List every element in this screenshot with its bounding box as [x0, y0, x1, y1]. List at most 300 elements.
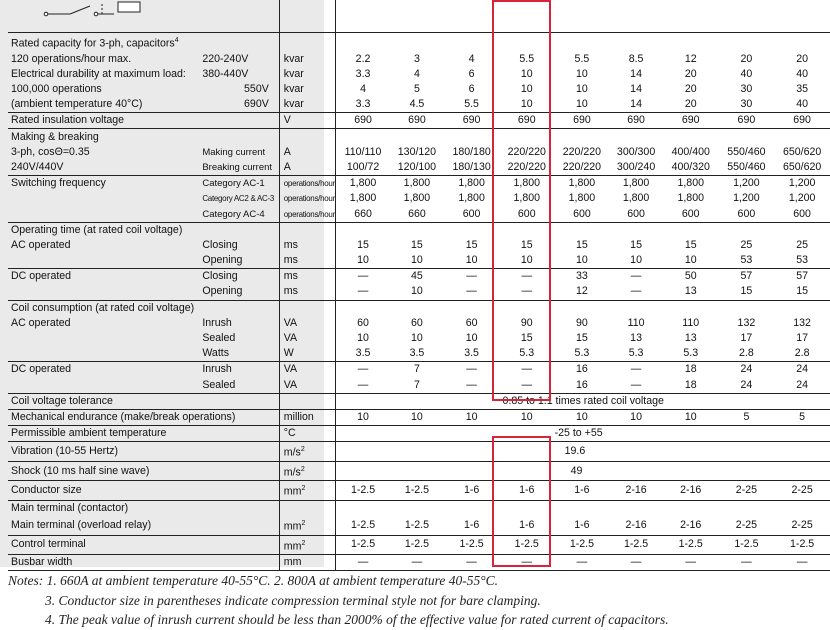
value-cell: 14 — [630, 98, 642, 111]
value-cell: — — [336, 555, 390, 571]
value-cell: 690 — [390, 113, 445, 129]
value-cell: 2-16 — [609, 481, 663, 501]
value-cell: 600 — [517, 207, 536, 220]
unit-cell: kvar — [279, 82, 336, 97]
unit-cell: kvar — [279, 97, 336, 113]
value-cell: 132 — [737, 316, 756, 329]
value-cell: — — [444, 555, 499, 571]
value-cell: 20 — [684, 67, 697, 80]
value-cell: 10 — [390, 409, 445, 425]
value-cell: 10 — [357, 254, 369, 267]
value-cell: 1,800 — [555, 176, 610, 192]
table-row — [8, 52, 830, 67]
value-cell: 1,200 — [733, 192, 760, 205]
row-label: Control terminal — [8, 535, 279, 555]
value-cell: 10 — [576, 254, 588, 267]
value-cell: 3 — [413, 52, 420, 65]
span-value: 19.6 — [555, 442, 663, 462]
table-row — [8, 426, 830, 442]
unit-cell: V — [279, 113, 336, 129]
value-cell: 17 — [796, 332, 809, 344]
value-cell: 690 — [336, 113, 390, 129]
value-cell: 1-6 — [555, 481, 610, 501]
value-cell: 10 — [555, 409, 610, 425]
row-sublabel: Breaking current — [202, 161, 273, 173]
value-cell: 110/110 — [344, 145, 382, 158]
unit-cell: ms — [279, 269, 336, 285]
value-cell: 1,800 — [349, 192, 377, 205]
table-row — [8, 300, 830, 316]
value-cell: 690 — [774, 113, 830, 129]
row-sublabel: 550V — [244, 83, 269, 95]
row-label: Operating time (at rated coil voltage) — [8, 222, 279, 238]
value-cell: 220/220 — [507, 160, 546, 173]
value-cell: 60 — [465, 316, 478, 329]
value-cell: 600 — [793, 207, 811, 220]
value-cell: 25 — [796, 238, 809, 251]
value-cell: — — [466, 378, 477, 391]
value-cell: 2-25 — [791, 518, 813, 531]
row-sublabel: Making current — [202, 146, 266, 158]
row-sublabel: Category AC-1 — [200, 176, 279, 192]
value-cell: 3.5 — [409, 347, 425, 360]
value-cell: 40 — [796, 98, 809, 111]
unit-cell: kvar — [279, 52, 336, 67]
value-cell: 1,200 — [719, 176, 775, 192]
unit-cell: operations/hour — [279, 206, 336, 222]
value-cell: 600 — [681, 207, 700, 220]
value-cell: 24 — [774, 362, 830, 378]
value-cell: 2-16 — [663, 481, 719, 501]
row-sublabel: Closing — [202, 238, 238, 251]
value-cell: 2.8 — [794, 347, 810, 360]
unit-cell: W — [279, 346, 336, 362]
unit-cell: mm — [283, 520, 302, 533]
value-cell: 14 — [630, 83, 642, 95]
value-cell: 690 — [444, 113, 499, 129]
value-cell: 1-6 — [499, 481, 555, 501]
value-cell: 24 — [719, 362, 775, 378]
value-cell: 8.5 — [628, 52, 644, 65]
value-cell: 550/460 — [727, 160, 766, 173]
row-label: Vibration (10-55 Hertz) — [8, 442, 279, 462]
value-cell: 3.3 — [355, 98, 371, 111]
row-label: 100,000 operations — [11, 83, 102, 95]
unit-cell: VA — [279, 316, 336, 331]
value-cell: 10 — [520, 67, 533, 80]
value-cell: 15 — [796, 285, 809, 298]
value-cell: 10 — [520, 98, 533, 111]
row-label: 3-ph, cosΘ=0.35 — [11, 145, 90, 158]
row-label: DC operated — [8, 269, 200, 285]
value-cell: 15 — [576, 332, 588, 344]
value-cell: 1,800 — [336, 176, 390, 192]
value-cell: 400/320 — [671, 160, 710, 173]
value-cell: 20 — [684, 98, 697, 111]
table-row — [8, 461, 830, 481]
unit-cell: operations/hour — [279, 191, 336, 206]
value-cell: 3.5 — [355, 347, 371, 360]
unit-cell: °C — [279, 426, 336, 442]
value-cell: 7 — [413, 378, 420, 391]
row-label: 240V/440V — [11, 160, 64, 173]
table-row — [8, 500, 830, 516]
table-row — [8, 393, 830, 409]
value-cell: 35 — [796, 83, 809, 95]
table-row — [8, 346, 830, 362]
note-line-3: 3. Conductor size in parentheses indicate compression terminal style not for bare clamping. — [45, 592, 541, 608]
value-cell: 53 — [740, 254, 753, 267]
span-value: -25 to +55 — [555, 426, 663, 442]
unit-cell: ms — [279, 238, 336, 253]
row-sublabel: 690V — [244, 98, 269, 111]
row-sublabel: 220-240V — [202, 52, 249, 65]
unit-exponent: 2 — [301, 539, 306, 547]
span-value: 0.85 to 1.1 times rated coil voltage — [336, 393, 830, 409]
value-cell: 90 — [520, 316, 533, 329]
value-cell: 1-2.5 — [444, 535, 499, 555]
table-row — [8, 269, 830, 285]
row-label: Electrical durability at maximum load: — [11, 67, 186, 80]
table-row — [8, 145, 830, 160]
value-cell: 13 — [684, 332, 697, 344]
value-cell: 5 — [774, 409, 830, 425]
value-cell: 120/100 — [397, 160, 437, 173]
row-label: Mechanical endurance (make/break operations) — [8, 409, 279, 425]
value-cell: 18 — [684, 378, 697, 391]
value-cell: 1-6 — [463, 518, 480, 531]
row-label: DC operated — [8, 362, 200, 378]
value-cell: — — [499, 362, 555, 378]
value-cell: 15 — [684, 238, 697, 251]
value-cell: 5 — [719, 409, 775, 425]
row-label: Busbar width — [8, 555, 279, 571]
row-label: Rated insulation voltage — [8, 113, 279, 129]
value-cell: 1,800 — [677, 192, 704, 205]
row-label: (ambient temperature 40°C) — [11, 98, 143, 111]
value-cell: 2.2 — [355, 52, 371, 65]
value-cell: 15 — [520, 332, 533, 344]
value-cell: 690 — [663, 113, 719, 129]
spec-table — [8, 0, 830, 571]
value-cell: 600 — [737, 207, 756, 220]
unit-exponent: 2 — [301, 485, 306, 493]
value-cell: 10 — [444, 409, 499, 425]
value-cell: 4 — [360, 83, 366, 95]
unit-cell: operations/hour — [279, 176, 336, 192]
value-cell: — — [499, 555, 555, 571]
row-sublabel: 380-440V — [202, 67, 249, 80]
value-cell: 660 — [354, 207, 372, 220]
table-row — [8, 113, 830, 129]
row-sublabel: Category AC-4 — [202, 208, 265, 220]
unit-cell: VA — [279, 377, 336, 393]
value-cell: 4 — [413, 67, 420, 80]
value-cell: 1-6 — [444, 481, 499, 501]
value-cell: 132 — [793, 316, 811, 329]
value-cell: 18 — [663, 362, 719, 378]
value-cell: 300/300 — [616, 145, 656, 158]
value-cell: — — [466, 285, 477, 298]
value-cell: 13 — [630, 332, 642, 344]
value-cell: 1,800 — [499, 176, 555, 192]
value-cell: — — [499, 269, 555, 285]
value-cell: 10 — [630, 254, 642, 267]
value-cell: 2.8 — [739, 347, 754, 360]
unit-cell: ms — [279, 253, 336, 269]
notes-block — [8, 571, 669, 630]
span-value: 49 — [555, 461, 663, 481]
table-row — [8, 67, 830, 82]
value-cell: 45 — [390, 269, 445, 285]
value-cell: 10 — [520, 83, 533, 95]
value-cell: 15 — [576, 238, 588, 251]
value-cell: 10 — [684, 254, 697, 267]
value-cell: 15 — [411, 238, 423, 251]
value-cell: 1,800 — [458, 192, 485, 205]
value-cell: 1,800 — [513, 192, 541, 205]
value-cell: 10 — [663, 409, 719, 425]
value-cell: 690 — [719, 113, 775, 129]
table-row — [8, 238, 830, 253]
unit-exponent: 2 — [301, 520, 306, 527]
row-label: Making & breaking — [8, 129, 279, 145]
value-cell: 30 — [740, 83, 753, 95]
value-cell: — — [357, 285, 369, 298]
value-cell: 2-16 — [625, 518, 647, 531]
capacitor-title: Rated capacity for 3-ph, capacitors — [11, 37, 175, 50]
row-label: AC operated — [11, 238, 71, 251]
value-cell: 650/620 — [782, 160, 822, 173]
value-cell: 690 — [555, 113, 610, 129]
row-label: Main terminal (overload relay) — [11, 518, 152, 531]
value-cell: 15 — [740, 285, 753, 298]
table-row — [8, 555, 830, 571]
value-cell: 220/220 — [507, 145, 546, 158]
row-label: Shock (10 ms half sine wave) — [8, 461, 279, 481]
value-cell: 5.3 — [574, 347, 590, 360]
table-row — [8, 129, 830, 145]
unit-cell: mm — [283, 485, 302, 498]
unit-cell: mm — [283, 540, 302, 553]
value-cell: 1-2.5 — [390, 481, 445, 501]
spec-table-frame — [8, 0, 830, 567]
note-line-4: 4. The peak value of inrush current should be less than 2000% of the effective value for rated current of capacitors. — [45, 612, 669, 627]
value-cell: 50 — [663, 269, 719, 285]
unit-cell: million — [279, 409, 336, 425]
value-cell: 40 — [740, 67, 753, 80]
value-cell: 24 — [796, 378, 809, 391]
value-cell: 30 — [740, 98, 753, 111]
value-cell: 1-2.5 — [774, 535, 830, 555]
value-cell: 6 — [468, 83, 475, 95]
value-cell: 2-25 — [774, 481, 830, 501]
value-cell: — — [774, 555, 830, 571]
value-cell: 1-2.5 — [609, 535, 663, 555]
value-cell: 3.3 — [355, 67, 371, 80]
unit-cell: mm — [279, 555, 336, 571]
unit-cell: VA — [279, 362, 336, 378]
value-cell: — — [609, 555, 663, 571]
row-sublabel: Closing — [200, 269, 279, 285]
value-cell: — — [444, 362, 499, 378]
value-cell: 550/460 — [727, 145, 766, 158]
value-cell: 690 — [609, 113, 663, 129]
table-row — [8, 331, 830, 346]
table-row — [8, 253, 830, 269]
value-cell: 6 — [468, 67, 475, 80]
value-cell: 10 — [520, 254, 533, 267]
value-cell: 1-2.5 — [499, 535, 555, 555]
value-cell: 20 — [796, 52, 809, 65]
value-cell: — — [336, 269, 390, 285]
value-cell: 17 — [740, 332, 753, 344]
value-cell: 2-25 — [735, 518, 757, 531]
table-row — [8, 377, 830, 393]
value-cell: 2-25 — [719, 481, 775, 501]
value-cell: 2-16 — [680, 518, 702, 531]
value-cell: 25 — [740, 238, 753, 251]
unit-cell: m/s — [283, 466, 301, 479]
value-cell: 1-2.5 — [336, 535, 390, 555]
value-cell: 12 — [576, 285, 588, 298]
row-sublabel: Sealed — [202, 332, 236, 344]
value-cell: 10 — [411, 332, 423, 344]
value-cell: 1,800 — [390, 176, 445, 192]
note-line-1: Notes: 1. 660A at ambient temperature 40-55°C. 2. 800A at ambient temperature 40-55°C. — [8, 573, 499, 588]
table-row — [8, 442, 830, 462]
value-cell: 10 — [411, 285, 423, 298]
value-cell: 1-2.5 — [663, 535, 719, 555]
value-cell: 220/220 — [562, 160, 602, 173]
value-cell: — — [390, 555, 445, 571]
value-cell: 10 — [576, 83, 588, 95]
value-cell: 14 — [630, 67, 642, 80]
table-row — [8, 481, 830, 501]
value-cell: — — [663, 555, 719, 571]
unit-cell: A — [279, 160, 336, 176]
value-cell: 180/130 — [452, 160, 491, 173]
value-cell: 1,800 — [403, 192, 431, 205]
value-cell: 90 — [576, 316, 588, 329]
value-cell: 660 — [408, 207, 426, 220]
value-cell: 15 — [630, 238, 642, 251]
unit-cell: m/s — [283, 446, 301, 459]
value-cell: 1-2.5 — [350, 518, 376, 531]
row-label: 120 operations/hour max. — [11, 52, 132, 65]
value-cell: 7 — [390, 362, 445, 378]
table-row — [8, 535, 830, 555]
value-cell: 1-6 — [574, 518, 590, 531]
value-cell: 4 — [468, 52, 475, 65]
table-row — [8, 284, 830, 300]
value-cell: — — [521, 285, 533, 298]
value-cell: — — [336, 362, 390, 378]
value-cell: 650/620 — [782, 145, 822, 158]
value-cell: — — [630, 378, 642, 391]
value-cell: 10 — [609, 409, 663, 425]
table-row — [8, 222, 830, 238]
footnote-ref: 4 — [174, 37, 179, 44]
value-cell: 100/72 — [346, 160, 380, 173]
unit-cell: ms — [279, 284, 336, 300]
value-cell: — — [609, 269, 663, 285]
value-cell: — — [609, 362, 663, 378]
value-cell: — — [555, 555, 610, 571]
value-cell: 1,800 — [663, 176, 719, 192]
value-cell: 53 — [796, 254, 809, 267]
row-sublabel: Inrush — [202, 316, 232, 329]
table-row — [8, 191, 830, 206]
value-cell: 20 — [684, 83, 697, 95]
value-cell: 1-6 — [519, 518, 535, 531]
value-cell: 1,800 — [568, 192, 596, 205]
value-cell: 5.5 — [519, 52, 535, 65]
value-cell: 1,800 — [609, 176, 663, 192]
value-cell: — — [719, 555, 775, 571]
value-cell: 10 — [576, 67, 588, 80]
value-cell: 16 — [576, 378, 588, 391]
value-cell: 400/400 — [671, 145, 710, 158]
value-cell: 1-2.5 — [404, 518, 430, 531]
value-cell: 10 — [465, 254, 478, 267]
value-cell: 3.5 — [464, 347, 479, 360]
value-cell: 16 — [555, 362, 610, 378]
value-cell: 180/180 — [452, 145, 491, 158]
value-cell: — — [630, 285, 642, 298]
value-cell: 220/220 — [562, 145, 602, 158]
value-cell: 10 — [357, 332, 369, 344]
value-cell: 33 — [555, 269, 610, 285]
value-cell: 600 — [573, 207, 591, 220]
unit-exponent: 2 — [300, 465, 305, 473]
value-cell: 57 — [719, 269, 775, 285]
value-cell: 5 — [413, 83, 420, 95]
unit-cell: kvar — [279, 67, 336, 82]
table-row — [8, 160, 830, 176]
value-cell: 5.5 — [574, 52, 590, 65]
value-cell: 600 — [627, 207, 645, 220]
value-cell: 130/120 — [397, 145, 437, 158]
value-cell: 1-2.5 — [390, 535, 445, 555]
value-cell: 1,800 — [444, 176, 499, 192]
value-cell: 300/240 — [616, 160, 656, 173]
value-cell: 5.3 — [519, 347, 535, 360]
value-cell: 20 — [740, 52, 753, 65]
value-cell: 1-2.5 — [719, 535, 775, 555]
value-cell: 5.3 — [683, 347, 699, 360]
row-label: Coil consumption (at rated coil voltage) — [8, 300, 279, 316]
table-row — [8, 206, 830, 222]
value-cell: 60 — [357, 316, 369, 329]
value-cell: 40 — [796, 67, 809, 80]
unit-exponent: 2 — [300, 446, 305, 454]
value-cell: 5.5 — [464, 98, 479, 111]
value-cell: 10 — [411, 254, 423, 267]
value-cell: 1,200 — [788, 192, 816, 205]
table-row — [8, 409, 830, 425]
row-label: Permissible ambient temperature — [8, 426, 279, 442]
table-row — [8, 362, 830, 378]
value-cell: 1-2.5 — [336, 481, 390, 501]
row-sublabel: Category AC2 & AC-3 — [202, 194, 274, 204]
value-cell: 1,800 — [622, 192, 650, 205]
value-cell: 4.5 — [409, 98, 425, 111]
value-cell: 1,200 — [774, 176, 830, 192]
value-cell: 10 — [336, 409, 390, 425]
value-cell: — — [357, 378, 369, 391]
row-sublabel: Opening — [202, 285, 243, 298]
